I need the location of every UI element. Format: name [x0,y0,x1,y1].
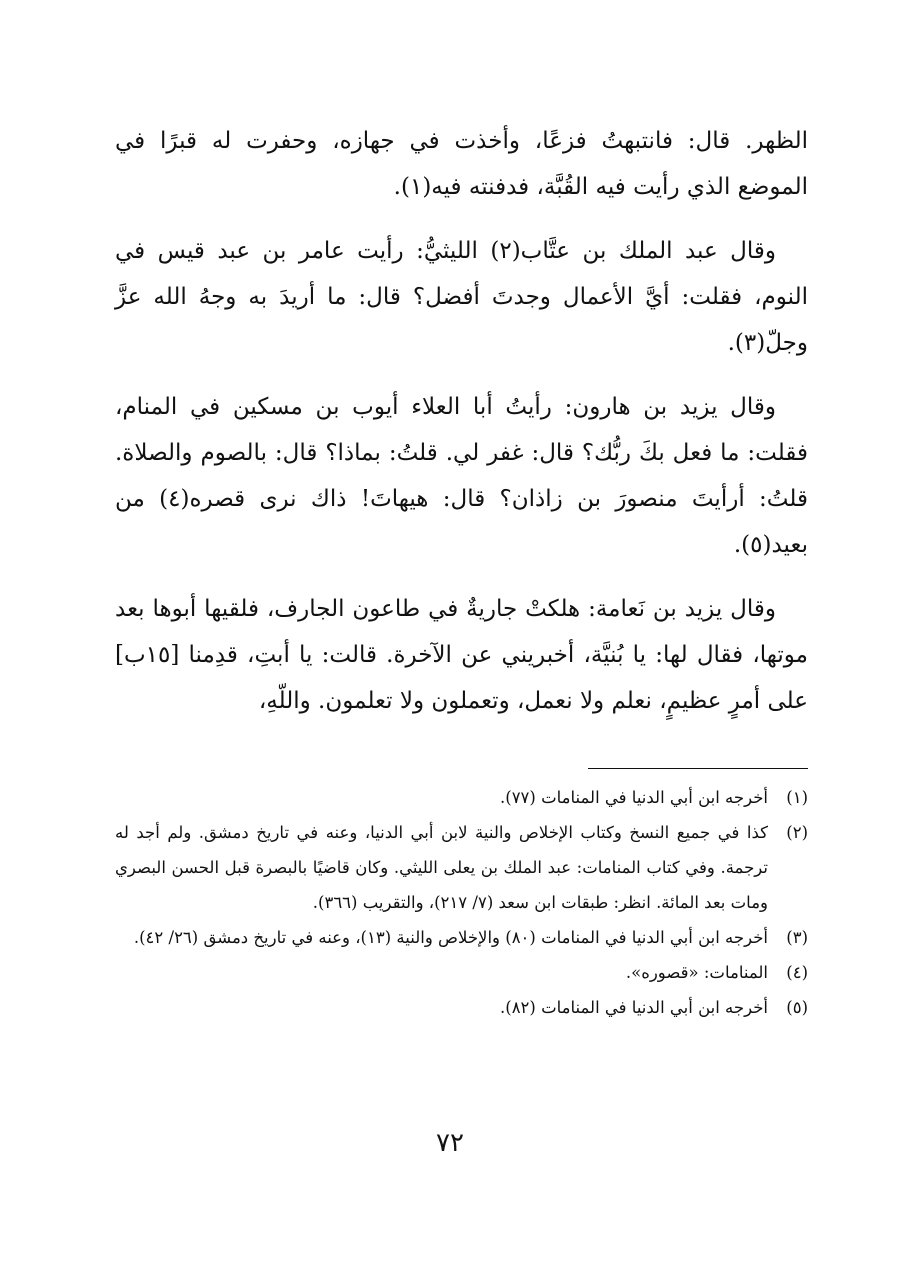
footnote-text: أخرجه ابن أبي الدنيا في المنامات (٨٢). [500,998,768,1017]
footnotes [115,780,808,1025]
footnote-number: (٢) [786,823,808,842]
footnote-number: (٥) [786,998,808,1017]
footnote-number: (٣) [786,928,808,947]
footnote-text: أخرجه ابن أبي الدنيا في المنامات (٧٧). [500,788,768,807]
footnote [115,920,808,955]
footnote-separator [588,768,808,769]
paragraph: وقال عبد الملك بن عتَّاب(٢) الليثيُّ: رأيت عامر بن عبد قيس في النوم، فقلت: أيَّ الأعمال وجدتَ أفضل؟ قال: ما أريدَ به وجهُ الله عزَّ وجلّ(٣). [115,238,808,356]
footnote-text: كذا في جميع النسخ وكتاب الإخلاص والنية لابن أبي الدنيا، وعنه في تاريخ دمشق. ولم أجد له ترجمة. وفي كتاب المنامات: عبد الملك بن يعلى الليثي. وكان قاضيًا بالبصرة قبل الحسن البصري ومات بعد المائة. انظر: طبقات ابن سعد (٧/ ٢١٧)، والتقريب (٣٦٦). [115,823,768,912]
footnote-text: المنامات: «قصوره». [625,963,768,982]
footnote-number: (١) [786,788,808,807]
footnote-number: (٤) [786,963,808,982]
paragraph: الظهر. قال: فانتبهتُ فزعًا، وأخذت في جهازه، وحفرت له قبرًا في الموضع الذي رأيت فيه القُبَّة، فدفنته فيه(١). [115,128,808,200]
footnote-text: أخرجه ابن أبي الدنيا في المنامات (٨٠) والإخلاص والنية (١٣)، وعنه في تاريخ دمشق (٢٦/ ٤٢). [133,928,768,947]
paragraph: وقال يزيد بن نَعامة: هلكتْ جاريةٌ في طاعون الجارف، فلقيها أبوها بعد موتها، فقال لها: يا بُنيَّة، أخبريني عن الآخرة. قالت: يا أبتِ، قدِمنا [١٥ب] على أمرٍ عظيمٍ، نعلم ولا نعمل، وتعملون ولا تعلمون. واللّهِ، [115,596,808,714]
footnote [115,815,808,920]
paragraph: وقال يزيد بن هارون: رأيتُ أبا العلاء أيوب بن مسكين في المنام، فقلت: ما فعل بكَ ربُّك؟ قال: غفر لي. قلتُ: بماذا؟ قال: بالصوم والصلاة. قلتُ: أرأيتَ منصورَ بن زاذان؟ قال: هيهاتَ! ذاك نرى قصره(٤) من بعيد(٥). [115,394,808,558]
footnote [115,990,808,1025]
footnote [115,955,808,990]
footnote [115,780,808,815]
page-number: ٧٢ [436,1128,464,1158]
main-text [115,118,808,742]
